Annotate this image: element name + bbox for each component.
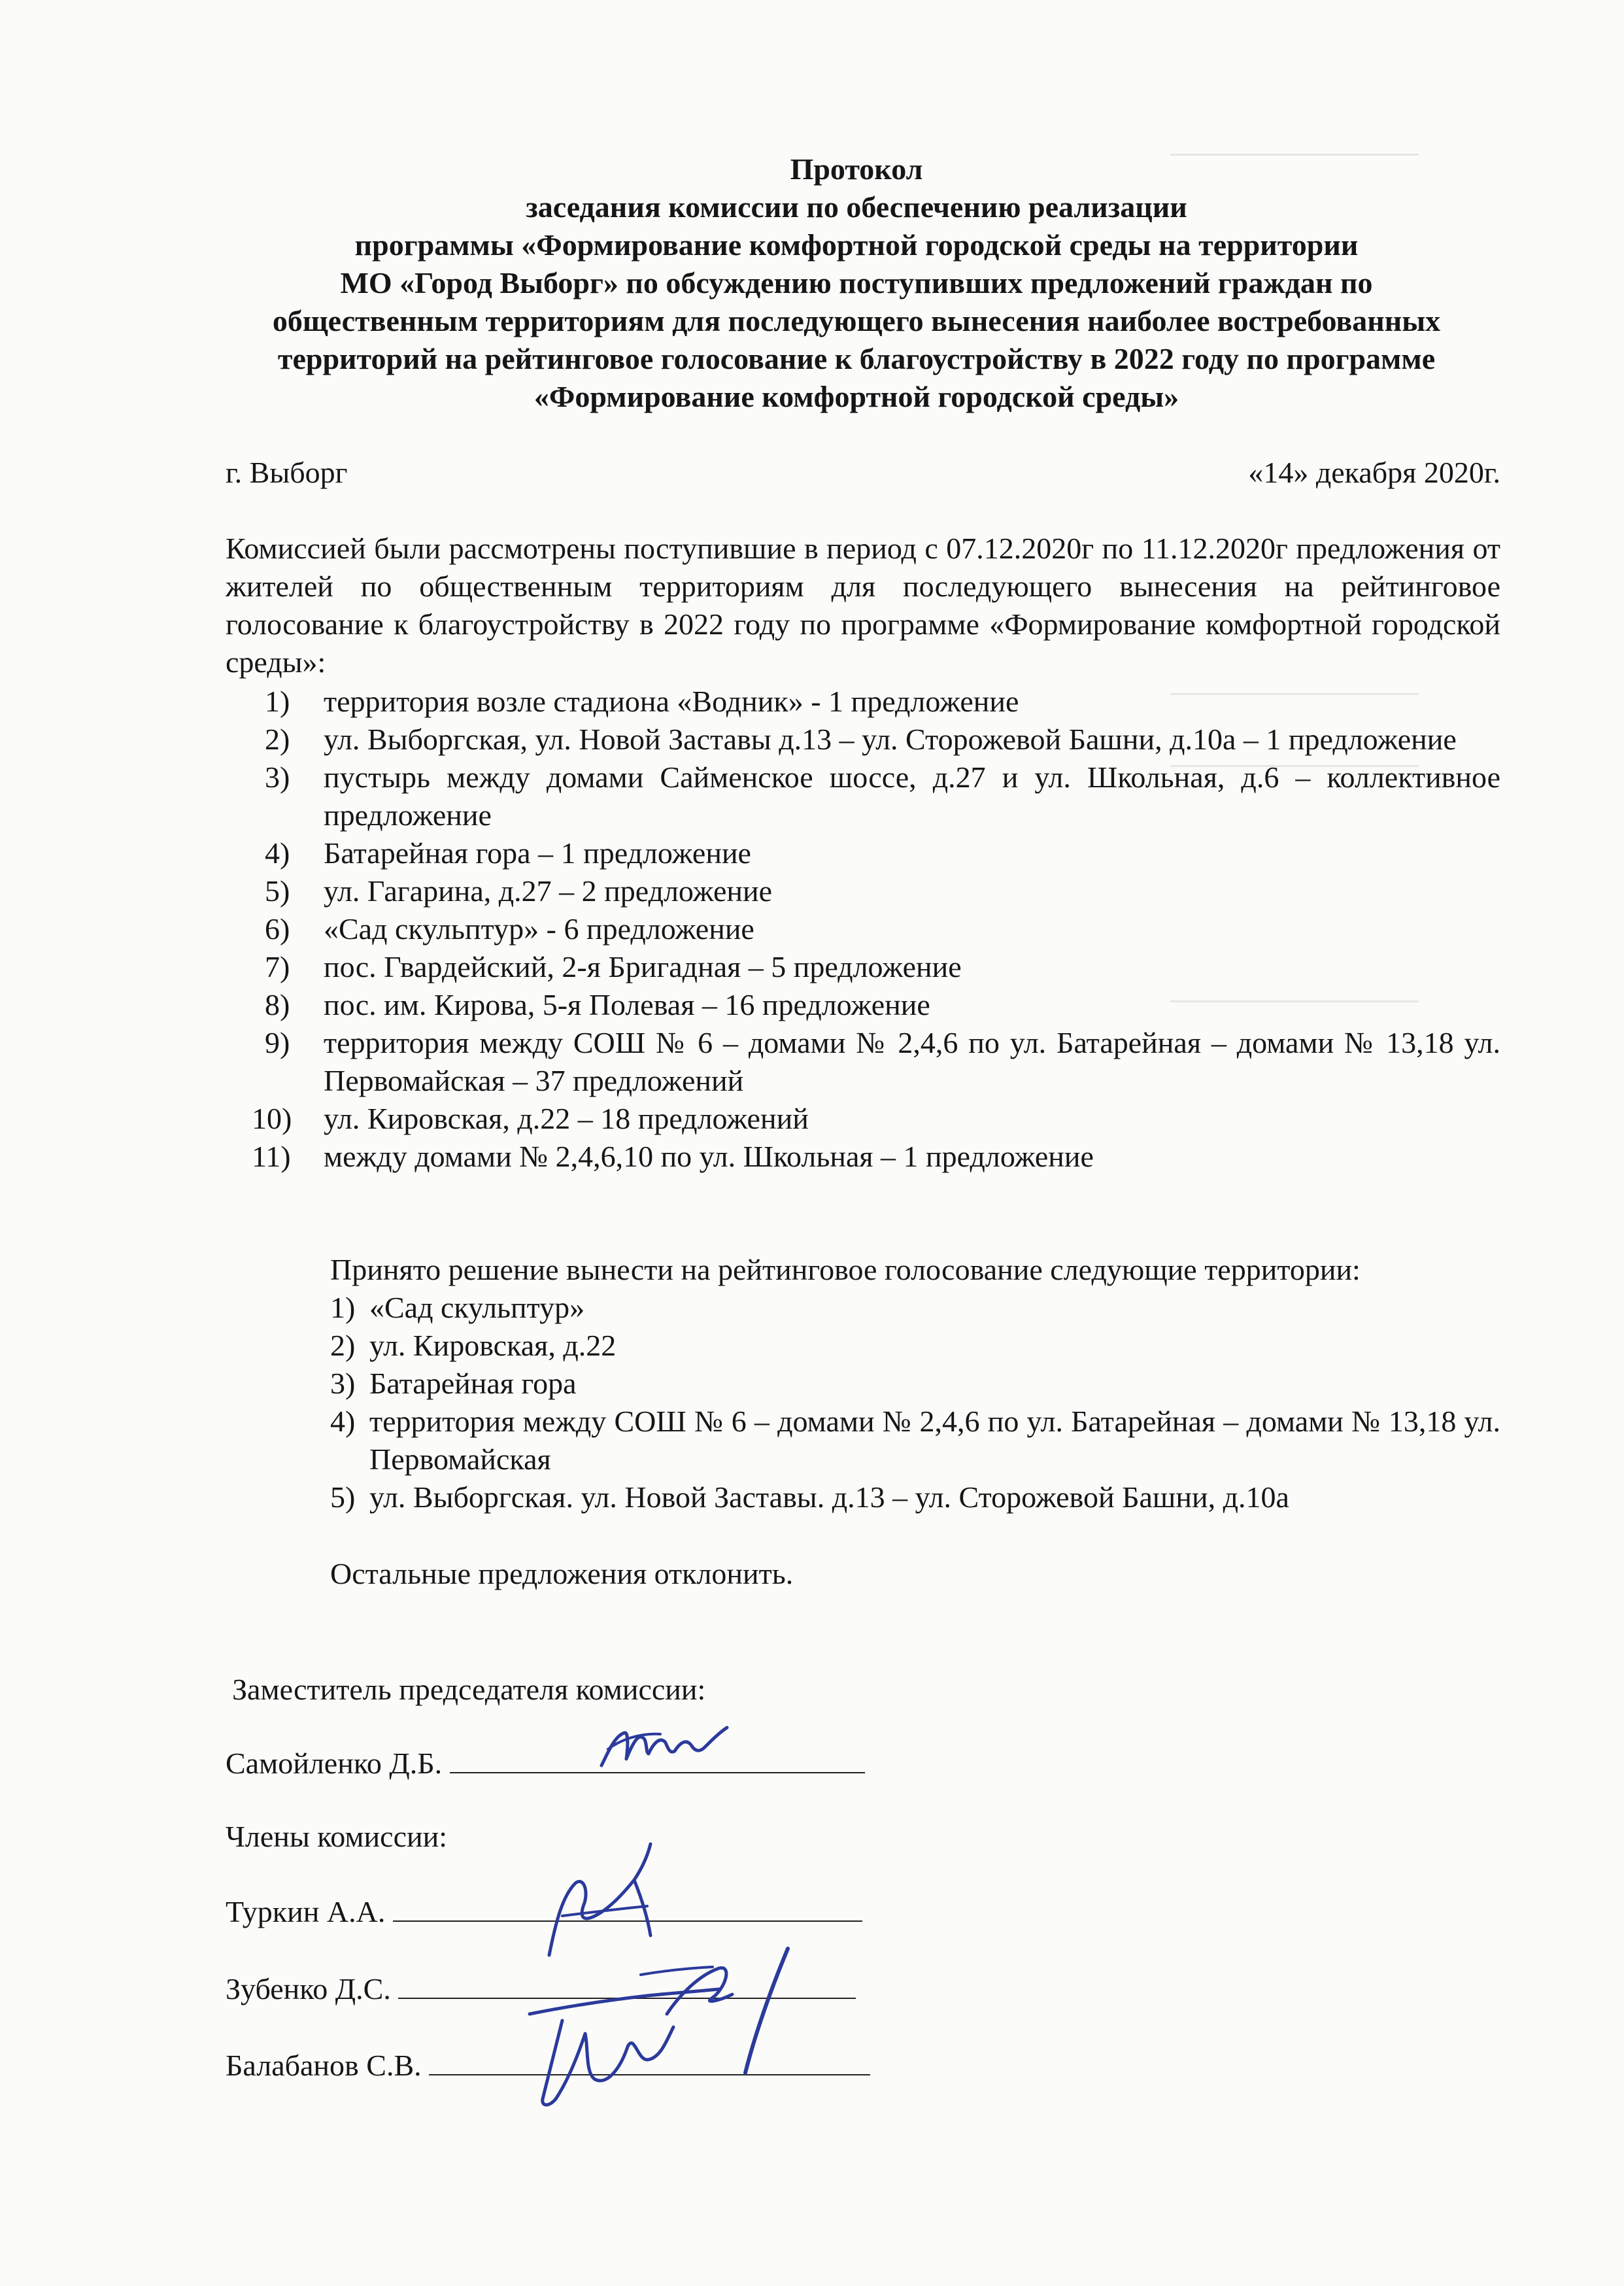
item-text: пустырь между домами Сайменское шоссе, д.27 и ул. Школьная, д.6 – коллективное предложение <box>324 760 1500 832</box>
list-item <box>226 1327 1500 1365</box>
decision-list <box>226 1289 1500 1516</box>
signature-row-deputy <box>226 1745 865 1783</box>
proposals-list <box>226 683 1500 1176</box>
date: «14» декабря 2020г. <box>1248 456 1500 489</box>
list-item <box>226 948 1500 986</box>
list-item <box>226 1024 1500 1100</box>
header-line: общественным территориям для последующего вынесения наиболее востребованных <box>272 304 1441 337</box>
item-text: ул. Выборгская, ул. Новой Заставы д.13 – ул. Сторожевой Башни, д.10а – 1 предложение <box>324 723 1457 756</box>
list-item <box>226 1289 1500 1327</box>
item-text: пос. Гвардейский, 2-я Бригадная – 5 предложение <box>324 950 962 983</box>
item-text: ул. Гагарина, д.27 – 2 предложение <box>324 874 773 908</box>
item-text: «Сад скульптур» - 6 предложение <box>324 912 754 946</box>
list-item <box>226 1100 1500 1138</box>
rejected-note: Остальные предложения отклонить. <box>330 1557 794 1590</box>
header-line: программы «Формирование комфортной городской среды на территории <box>354 228 1359 262</box>
header-line: Протокол <box>790 152 923 186</box>
item-number: 1) <box>330 1291 356 1324</box>
document-header <box>196 150 1517 416</box>
list-item <box>226 986 1500 1024</box>
header-line: «Формирование комфортной городской среды» <box>533 380 1179 413</box>
members-title: Члены комиссии: <box>226 1820 448 1853</box>
handwritten-signature-deputy <box>588 1713 745 1785</box>
list-item <box>226 872 1500 910</box>
item-text: ул. Кировская, д.22 <box>369 1329 617 1362</box>
item-text: Батарейная гора <box>369 1367 577 1400</box>
signer-name: Туркин А.А. <box>226 1895 386 1928</box>
item-number: 7) <box>265 950 290 983</box>
item-text: территория между СОШ № 6 – домами № 2,4,6 по ул. Батарейная – домами № 13,18 ул. Первомайская <box>369 1405 1500 1476</box>
list-item <box>226 721 1500 759</box>
place: г. Выборг <box>226 456 348 489</box>
item-number: 2) <box>265 723 290 756</box>
signer-name: Самойленко Д.Б. <box>226 1747 443 1780</box>
list-item <box>226 1403 1500 1478</box>
list-item <box>226 1365 1500 1403</box>
item-number: 1) <box>265 685 290 718</box>
header-line: МО «Город Выборг» по обсуждению поступивших предложений граждан по <box>340 266 1373 299</box>
item-text: «Сад скульптур» <box>369 1291 585 1324</box>
item-text: ул. Кировская, д.22 – 18 предложений <box>324 1102 809 1135</box>
list-item <box>226 759 1500 834</box>
item-number: 5) <box>265 874 290 908</box>
item-text: территория между СОШ № 6 – домами № 2,4,6 по ул. Батарейная – домами № 13,18 ул. Первомайская – 37 предложений <box>324 1026 1500 1097</box>
signer-name: Зубенко Д.С. <box>226 1972 391 2005</box>
item-number: 9) <box>265 1026 290 1059</box>
item-text: между домами № 2,4,6,10 по ул. Школьная – 1 предложение <box>324 1140 1094 1173</box>
decision-heading: Принято решение вынести на рейтинговое голосование следующие территории: <box>330 1253 1361 1286</box>
item-text: пос. им. Кирова, 5-я Полевая – 16 предложение <box>324 988 930 1021</box>
item-number: 6) <box>265 912 290 946</box>
item-number: 10) <box>252 1102 292 1135</box>
list-item <box>226 1138 1500 1176</box>
item-text: территория возле стадиона «Водник» - 1 предложение <box>324 685 1019 718</box>
list-item <box>226 834 1500 872</box>
intro-paragraph: Комиссией были рассмотрены поступившие в период с 07.12.2020г по 11.12.2020г предложения от жителей по общественным территориям для последующего вынесения на рейтинговое голосование к благоустройству в 2022 году по программе «Формирование комфортной городской среды»: <box>226 532 1500 679</box>
item-text: Батарейная гора – 1 предложение <box>324 836 751 870</box>
item-number: 5) <box>330 1480 356 1514</box>
item-number: 8) <box>265 988 290 1021</box>
item-number: 11) <box>252 1140 291 1173</box>
item-number: 4) <box>330 1405 356 1438</box>
header-line: территорий на рейтинговое голосование к благоустройству в 2022 году по программе <box>277 342 1436 375</box>
list-item <box>226 1478 1500 1516</box>
item-number: 4) <box>265 836 290 870</box>
item-number: 3) <box>265 760 290 794</box>
list-item <box>226 683 1500 721</box>
item-text: ул. Выборгская. ул. Новой Заставы. д.13 – ул. Сторожевой Башни, д.10а <box>369 1480 1289 1514</box>
handwritten-signature-member <box>523 1936 798 2119</box>
header-line: заседания комиссии по обеспечению реализации <box>526 190 1187 224</box>
signer-name: Балабанов С.В. <box>226 2049 422 2082</box>
list-item <box>226 910 1500 948</box>
deputy-title: Заместитель председателя комиссии: <box>232 1673 706 1706</box>
item-number: 3) <box>330 1367 356 1400</box>
item-number: 2) <box>330 1329 356 1362</box>
